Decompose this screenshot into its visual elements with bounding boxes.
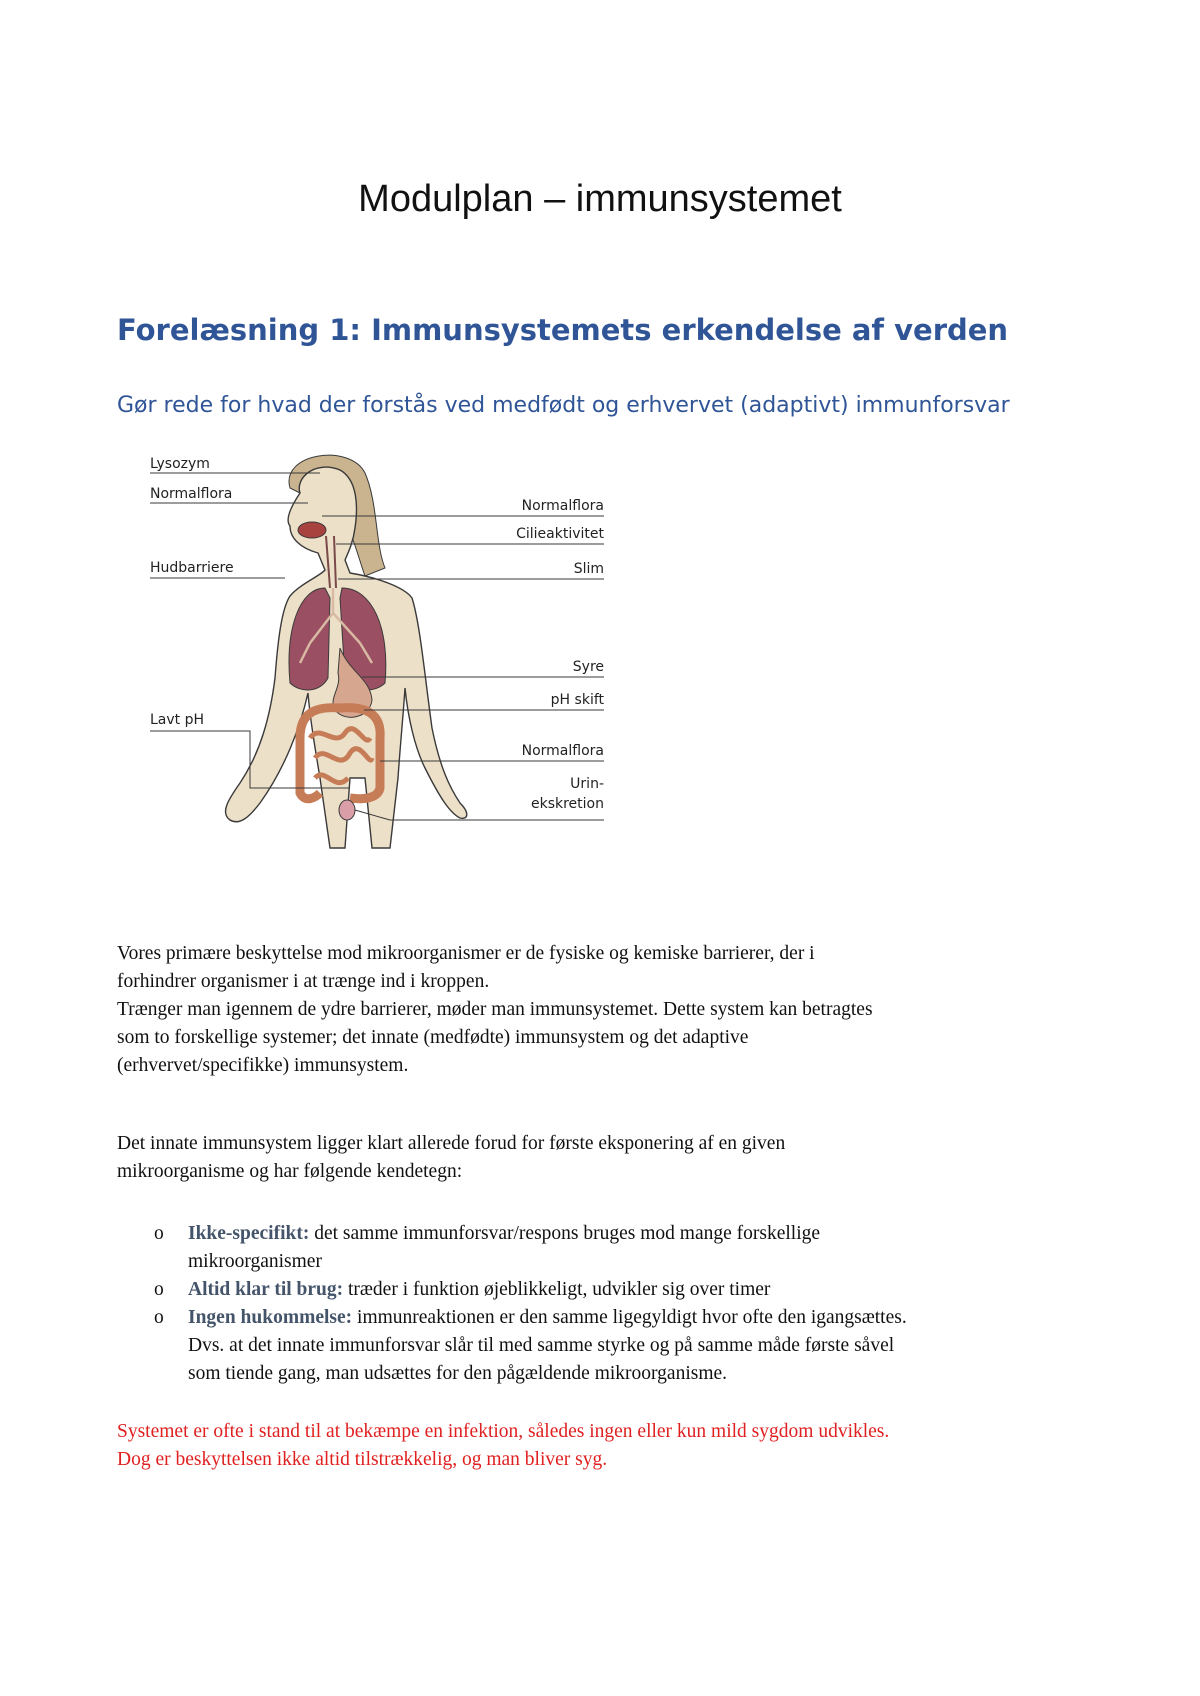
- paragraph-line: (erhvervet/specifikke) immunsystem.: [117, 1055, 409, 1076]
- bullet-marker: o: [154, 1279, 164, 1300]
- paragraph-line: Vores primære beskyttelse mod mikroorganismer er de fysiske og kemiske barrierer, der i: [117, 943, 815, 964]
- label-normalflora-gut: [380, 743, 604, 761]
- bullet-text: som tiende gang, man udsættes for den pågældende mikroorganisme.: [188, 1363, 728, 1384]
- label-right-6: Normalflora: [521, 743, 604, 759]
- bullet-marker: o: [154, 1307, 164, 1328]
- lecture-heading: Forelæsning 1: Immunsystemets erkendelse af verden: [117, 313, 1009, 347]
- paragraph-line: Det innate immunsystem ligger klart allerede forud for første eksponering af en given: [117, 1133, 786, 1154]
- innate-characteristics-list: [150, 1220, 1100, 1388]
- bullet-text: træder i funktion øjeblikkeligt, udvikler sig over timer: [348, 1279, 771, 1300]
- topic-subheading: Gør rede for hvad der forstås ved medfødt og erhvervet (adaptivt) immunforsvar: [117, 393, 1010, 418]
- label-left-1: Lysozym: [150, 456, 210, 472]
- bullet-marker: o: [154, 1223, 164, 1244]
- label-right-4: Syre: [572, 659, 604, 675]
- body-diagram: [150, 448, 620, 898]
- paragraph-line: mikroorganisme og har følgende kendetegn:: [117, 1161, 463, 1182]
- paragraph-line: forhindrer organismer i at trænge ind i kroppen.: [117, 971, 490, 992]
- document-title: Modulplan – immunsystemet: [358, 178, 842, 220]
- label-normalflora-left: [150, 486, 308, 503]
- bullet-term: Ingen hukommelse:: [188, 1307, 353, 1328]
- immune-barriers-figure: [150, 448, 620, 898]
- bullet-text: immunreaktionen er den samme ligegyldigt hvor ofte den igangsættes.: [357, 1307, 907, 1328]
- paragraph-line: som to forskellige systemer; det innate (medfødte) immunsystem og det adaptive: [117, 1027, 749, 1048]
- label-right-7: Urin-: [570, 776, 604, 792]
- paragraph-barriers: [117, 940, 1107, 1080]
- mouth-cavity: [298, 522, 326, 538]
- bullet-term: Altid klar til brug:: [188, 1279, 344, 1300]
- label-hudbarriere: [150, 560, 285, 578]
- label-right-2: Cilieaktivitet: [516, 526, 604, 542]
- conclusion-line: Dog er beskyttelsen ikke altid tilstrækkelig, og man bliver syg.: [117, 1449, 608, 1470]
- label-left-2: Normalflora: [150, 486, 233, 502]
- label-right-8: ekskretion: [530, 796, 604, 812]
- bullet-text: mikroorganismer: [188, 1251, 322, 1272]
- label-left-3: Hudbarriere: [150, 560, 234, 576]
- list-item: [150, 1276, 1100, 1304]
- bullet-text: Dvs. at det innate immunforsvar slår til med samme styrke og på samme måde første såvel: [188, 1335, 895, 1356]
- bullet-text: det samme immunforsvar/respons bruges mod mange forskellige: [314, 1223, 821, 1244]
- label-right-1: Normalflora: [521, 498, 604, 514]
- conclusion-line: Systemet er ofte i stand til at bekæmpe en infektion, således ingen eller kun mild sygdom udvikles.: [117, 1421, 890, 1442]
- label-right-3: Slim: [573, 561, 604, 577]
- bladder: [339, 800, 355, 820]
- list-item: [150, 1220, 1100, 1276]
- conclusion-note: [117, 1418, 1107, 1474]
- label-right-5: pH skift: [550, 692, 604, 708]
- paragraph-innate: [117, 1130, 1107, 1186]
- label-left-4: Lavt pH: [150, 712, 205, 728]
- list-item: [150, 1304, 1100, 1388]
- bullet-term: Ikke-specifikt:: [188, 1223, 310, 1244]
- paragraph-line: Trænger man igennem de ydre barrierer, møder man immunsystemet. Dette system kan betragtes: [117, 999, 873, 1020]
